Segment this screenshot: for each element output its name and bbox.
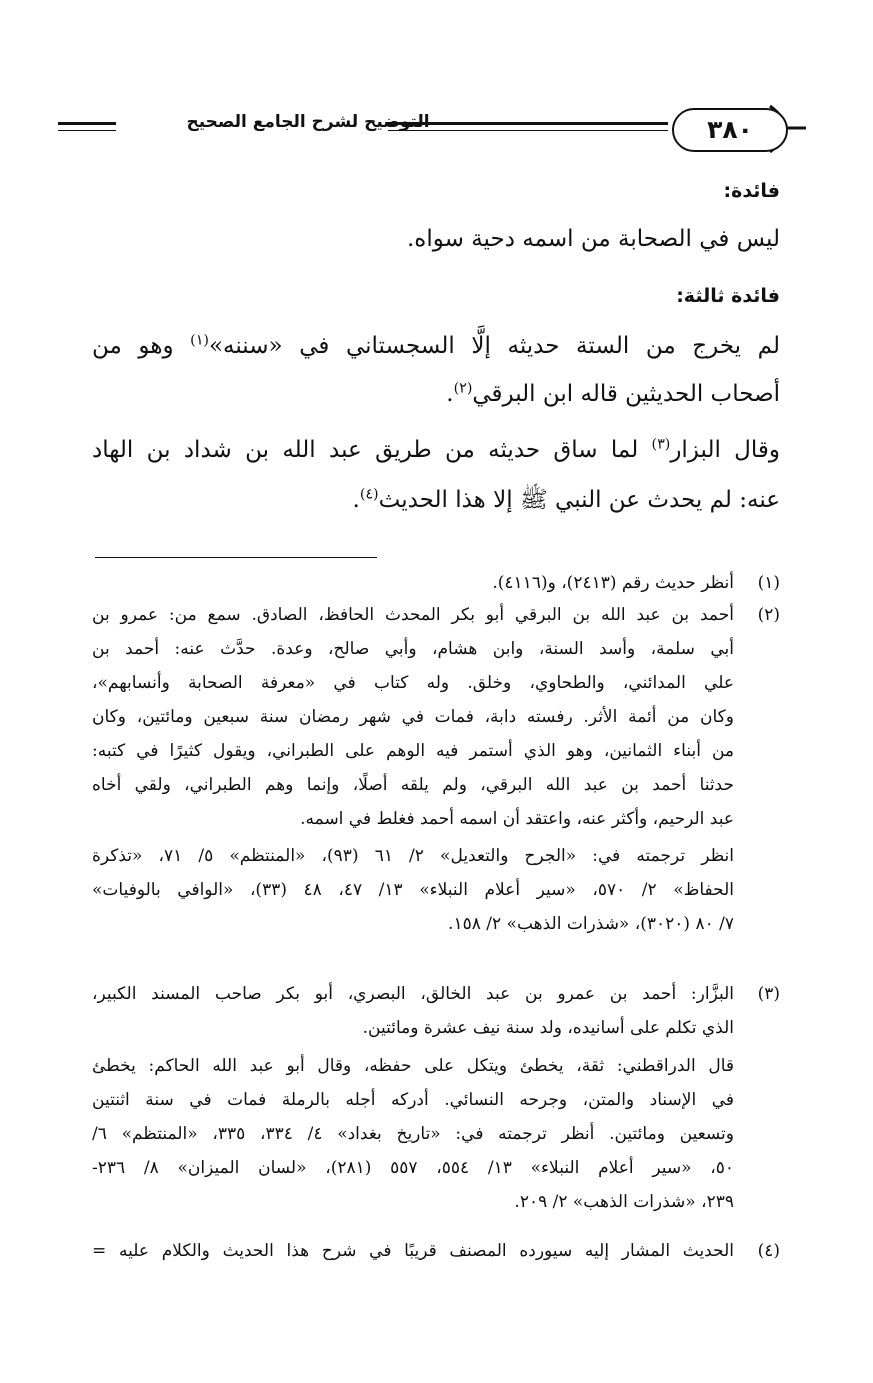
footnote-ref-4[interactable]: (٤) (359, 486, 379, 503)
footnote-line: أبي سلمة، وأسد السنة، وابن هشام، وأبي صالح، وعدة. حدَّث عنه: أحمد بن (92, 639, 734, 659)
footnote-number: (٣) (757, 984, 780, 1004)
footnote-number: (٢) (757, 605, 780, 625)
footnote-1 (92, 573, 780, 603)
heading-faida-thalitha: فائدة ثالثة: (676, 285, 780, 307)
footnote-line: علي المدائني، والطحاوي، وخلق. وله كتاب في «معرفة الصحابة وأنسابهم»، (92, 673, 734, 693)
footnote-line: في الإسناد والمتن، وجرحه النسائي. أدركه أجله بالرملة فمات في سنة اثنتين (92, 1090, 734, 1110)
footnote-line: البزَّار: أحمد بن عمرو بن عبد الخالق، البصري، أبو بكر صاحب المسند الكبير، (92, 984, 734, 1004)
footnote-number: (٤) (757, 1241, 780, 1261)
footnote-line: حدثنا أحمد بن عبد الله البرقي، ولم يلقه أصلًا، وإنما وهم الطبراني، ولقي أخاه (92, 775, 734, 795)
paragraph-3-line-1: وقال البزار$^{(٣)}$ لما ساق حديثه من طريق عبد الله بن شداد بن الهاد (92, 436, 780, 463)
book-title: التوضيح لشرح الجامع الصحيح (186, 112, 430, 132)
running-header (58, 100, 792, 160)
footnote-line: وكان من أئمة الأثر. رفسته دابة، فمات في شهر رمضان سنة سبعين ومائتين، وكان (92, 707, 734, 727)
heading-faida: فائدة: (723, 180, 780, 202)
footnote-line: الحفاظ» ٢/ ٥٧٠، «سير أعلام النبلاء» ١٣/ ٤٧، ٤٨ (٣٣)، «الوافي بالوفيات» (92, 880, 734, 900)
paragraph-1: ليس في الصحابة من اسمه دحية سواه. (407, 226, 780, 252)
footnote-line: أنظر حديث رقم (٢٤١٣)، و(٤١١٦). (492, 573, 734, 593)
footnote-line: وتسعين ومائتين. أنظر ترجمته في: «تاريخ بغداد» ٤/ ٣٣٤، ٣٣٥، «المنتظم» ٦/ (92, 1124, 735, 1144)
header-rule-left-bottom (58, 130, 116, 131)
footnote-line: عبد الرحيم، وأكثر عنه، واعتقد أن اسمه أحمد فغلط في اسمه. (300, 809, 734, 829)
header-rule-right-top (388, 122, 668, 125)
main-text (92, 180, 780, 540)
footnote-ref-3[interactable]: (٣) (651, 436, 671, 453)
footnote-4 (92, 1241, 780, 1273)
footnote-line: ٢٣٩، «شذرات الذهب» ٢/ ٢٠٩. (514, 1192, 734, 1212)
header-rule-right-bottom (388, 130, 668, 131)
footnote-line: أحمد بن عبد الله بن البرقي أبو بكر المحدث الحافظ، الصادق. سمع من: عمرو بن (92, 605, 734, 625)
footnote-line: ٧/ ٨٠ (٣٠٢٠)، «شذرات الذهب» ٢/ ١٥٨. (448, 914, 734, 934)
paragraph-3-line-2: عنه: لم يحدث عن النبي ﷺ إلا هذا الحديث$^{(٤)}$. (352, 486, 780, 513)
footnote-line: انظر ترجمته في: «الجرح والتعديل» ٢/ ٦١ (٩٣)، «المنتظم» ٥/ ٧١، «تذكرة (92, 846, 734, 866)
footnote-line: الذي تكلم على أسانيده، ولد سنة نيف عشرة ومائتين. (362, 1018, 734, 1038)
paragraph-2-line-1: لم يخرج من الستة حديثه إلَّا السجستاني في «سننه»$^{(١)}$ وهو من (92, 332, 780, 359)
footnote-line: ٥٠، «سير أعلام النبلاء» ١٣/ ٥٥٤، ٥٥٧ (٢٨١)، «لسان الميزان» ٨/ ٢٣٦- (92, 1158, 735, 1178)
footnote-3 (92, 984, 780, 1234)
footnote-line: الحديث المشار إليه سيورده المصنف قريبًا في شرح هذا الحديث والكلام عليه = (92, 1241, 734, 1261)
page-number: ٣٨٠ (672, 108, 788, 152)
footnote-separator (95, 557, 377, 558)
page-number-frame (658, 100, 808, 160)
footnote-line: من أبناء الثمانين، وهو الذي أستمر فيه الوهم على الطبراني، ويقول كثيرًا في كتبه: (92, 741, 734, 761)
paragraph-2-line-2: أصحاب الحديثين قاله ابن البرقي$^{(٢)}$. (446, 380, 780, 407)
footnote-ref-2[interactable]: (٢) (453, 380, 473, 397)
footnote-line: قال الدراقطني: ثقة، يخطئ ويتكل على حفظه، وقال أبو عبد الله الحاكم: يخطئ (92, 1056, 734, 1076)
footnote-number: (١) (757, 573, 780, 593)
footnote-2 (92, 605, 780, 985)
footnote-ref-1[interactable]: (١) (190, 332, 209, 349)
header-rule-left-top (58, 122, 116, 125)
